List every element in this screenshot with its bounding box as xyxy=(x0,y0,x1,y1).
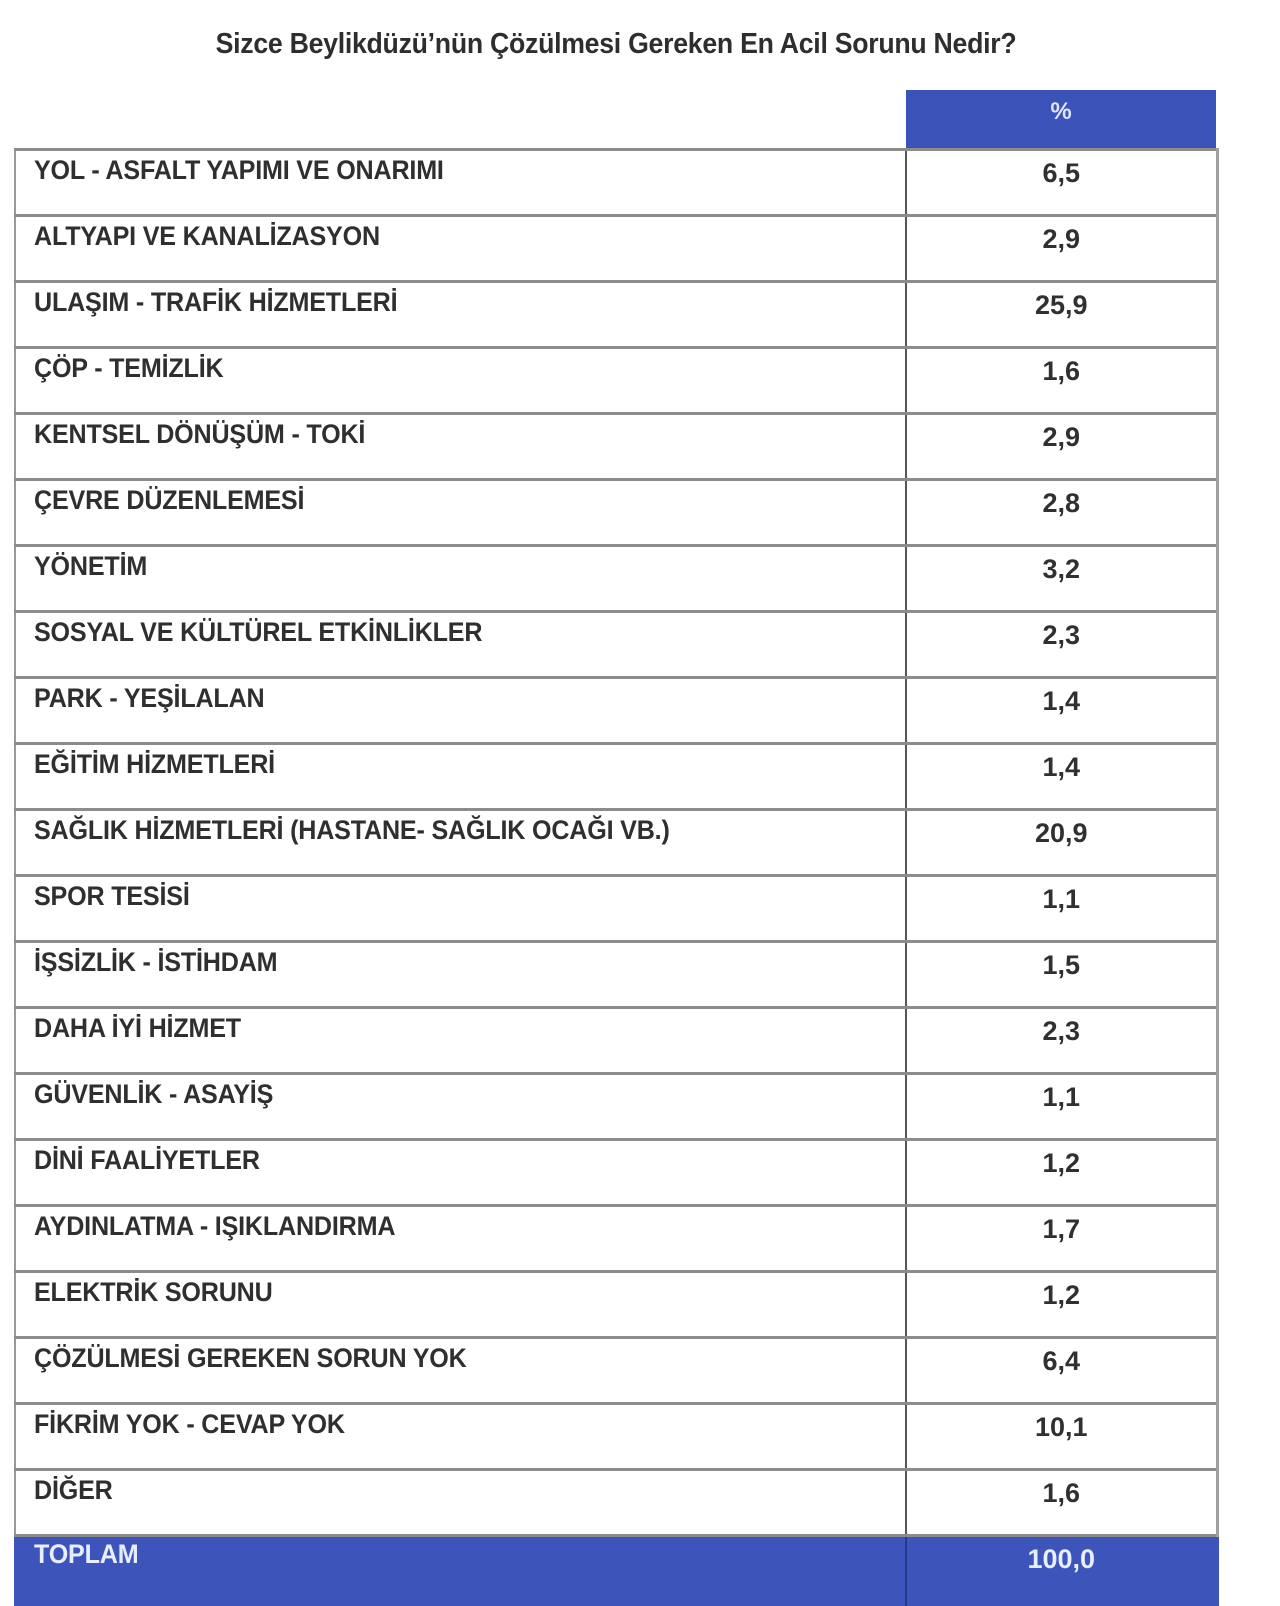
row-label: EĞİTİM HİZMETLERİ xyxy=(34,749,275,780)
row-value: 2,8 xyxy=(906,480,1217,546)
table-row xyxy=(15,480,1217,546)
table-row xyxy=(15,612,1217,678)
table-row xyxy=(15,546,1217,612)
row-label: ALTYAPI VE KANALİZASYON xyxy=(34,221,380,252)
row-value: 2,3 xyxy=(906,612,1217,678)
table-row xyxy=(15,1206,1217,1272)
table-row xyxy=(15,1008,1217,1074)
row-value: 25,9 xyxy=(906,282,1217,348)
row-value: 1,7 xyxy=(906,1206,1217,1272)
table-row xyxy=(15,1272,1217,1338)
percent-column-header: % xyxy=(906,90,1216,150)
table-row xyxy=(15,414,1217,480)
row-label: DİNİ FAALİYETLER xyxy=(34,1145,260,1176)
table-row xyxy=(15,810,1217,876)
table-row xyxy=(15,1470,1217,1536)
row-value: 1,1 xyxy=(906,1074,1217,1140)
row-label: ELEKTRİK SORUNU xyxy=(34,1277,273,1308)
row-value: 1,2 xyxy=(906,1140,1217,1206)
table-row xyxy=(15,150,1217,216)
row-value: 6,4 xyxy=(906,1338,1217,1404)
row-value: 1,5 xyxy=(906,942,1217,1008)
row-label: SOSYAL VE KÜLTÜREL ETKİNLİKLER xyxy=(34,617,482,648)
row-label: ÇEVRE DÜZENLEMESİ xyxy=(34,485,304,516)
row-value: 1,2 xyxy=(906,1272,1217,1338)
row-label: PARK - YEŞİLALAN xyxy=(34,683,264,714)
row-label: GÜVENLİK - ASAYİŞ xyxy=(34,1079,273,1110)
row-label: ULAŞIM - TRAFİK HİZMETLERİ xyxy=(34,287,397,318)
row-label: SPOR TESİSİ xyxy=(34,881,190,912)
table-row xyxy=(15,216,1217,282)
table-row xyxy=(15,1338,1217,1404)
table-row xyxy=(15,1074,1217,1140)
row-label: DAHA İYİ HİZMET xyxy=(34,1013,241,1044)
total-row xyxy=(15,1536,1217,1606)
row-label: İŞSİZLİK - İSTİHDAM xyxy=(34,947,277,978)
row-label: ÇÖZÜLMESİ GEREKEN SORUN YOK xyxy=(34,1343,467,1374)
row-label: YOL - ASFALT YAPIMI VE ONARIMI xyxy=(34,155,444,186)
row-value: 1,1 xyxy=(906,876,1217,942)
row-value: 6,5 xyxy=(906,150,1217,216)
row-value: 1,4 xyxy=(906,678,1217,744)
row-label: AYDINLATMA - IŞIKLANDIRMA xyxy=(34,1211,395,1242)
row-value: 20,9 xyxy=(906,810,1217,876)
row-label: ÇÖP - TEMİZLİK xyxy=(34,353,223,384)
row-label: YÖNETİM xyxy=(34,551,147,582)
total-value: 100,0 xyxy=(906,1536,1217,1606)
row-value: 2,9 xyxy=(906,414,1217,480)
row-label: KENTSEL DÖNÜŞÜM - TOKİ xyxy=(34,419,365,450)
table-row xyxy=(15,744,1217,810)
row-label: DİĞER xyxy=(34,1475,113,1506)
total-label: TOPLAM xyxy=(34,1539,138,1570)
row-value: 3,2 xyxy=(906,546,1217,612)
row-value: 1,6 xyxy=(906,348,1217,414)
row-value: 1,4 xyxy=(906,744,1217,810)
table-row xyxy=(15,942,1217,1008)
table-row xyxy=(15,348,1217,414)
row-value: 2,9 xyxy=(906,216,1217,282)
table-row xyxy=(15,1140,1217,1206)
table-row xyxy=(15,1404,1217,1470)
row-label: SAĞLIK HİZMETLERİ (HASTANE- SAĞLIK OCAĞI VB.) xyxy=(34,815,670,846)
table-row xyxy=(15,876,1217,942)
row-value: 1,6 xyxy=(906,1470,1217,1536)
row-value: 2,3 xyxy=(906,1008,1217,1074)
results-table xyxy=(14,148,1219,1606)
row-label: FİKRİM YOK - CEVAP YOK xyxy=(34,1409,345,1440)
table-row xyxy=(15,282,1217,348)
page-title: Sizce Beylikdüzü’nün Çözülmesi Gereken En Acil Sorunu Nedir? xyxy=(49,28,1182,61)
row-value: 10,1 xyxy=(906,1404,1217,1470)
table-row xyxy=(15,678,1217,744)
